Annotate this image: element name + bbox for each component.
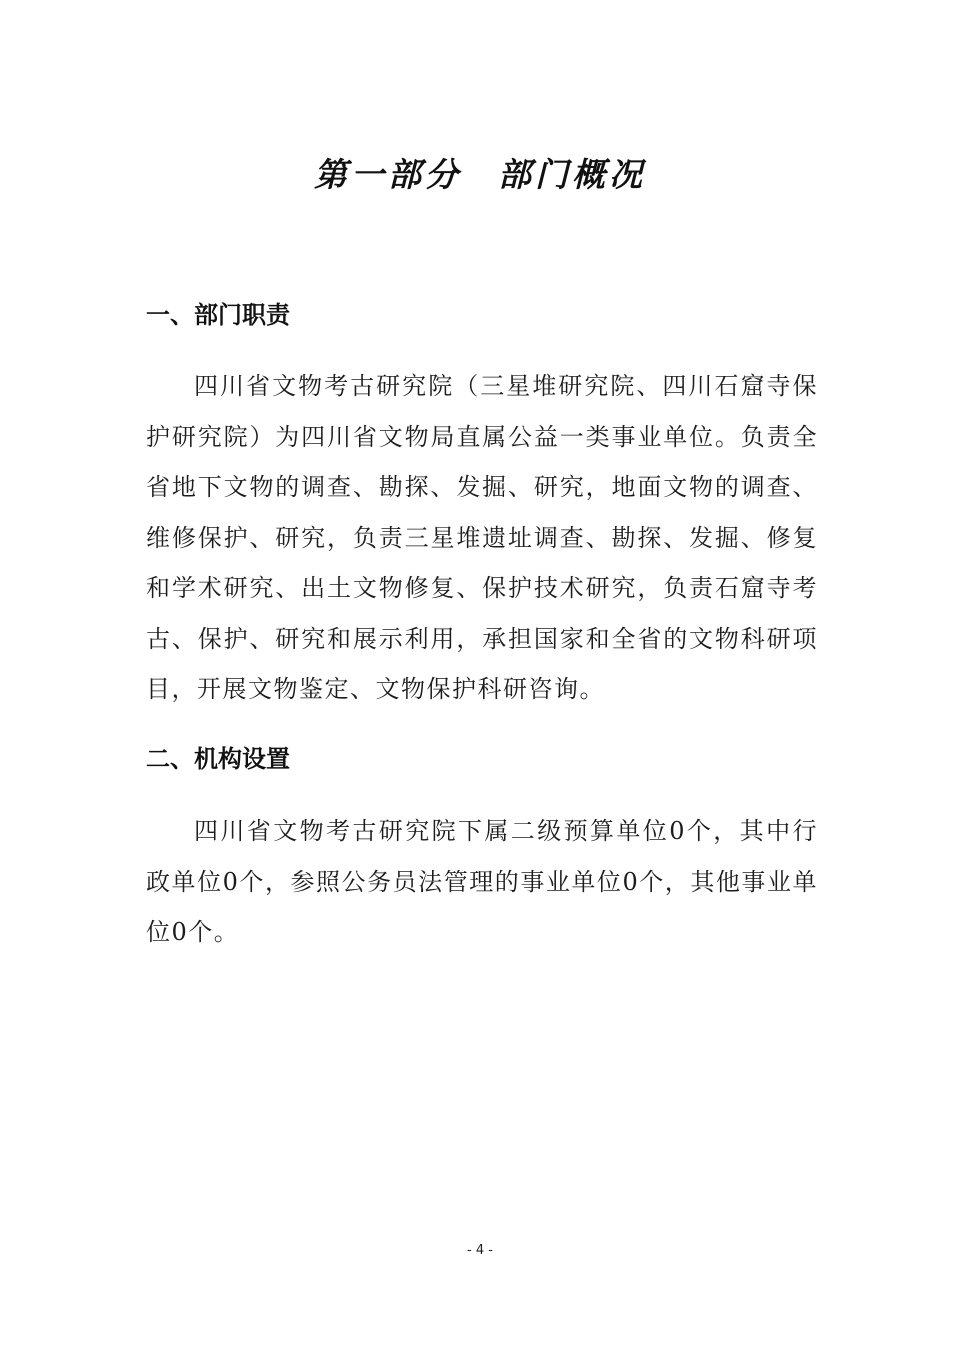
title-part-two: 部门概况 bbox=[498, 155, 646, 195]
page-title bbox=[0, 150, 960, 200]
section-heading-duties: 一、部门职责 bbox=[146, 301, 290, 329]
section-heading-structure: 二、机构设置 bbox=[146, 745, 290, 773]
section-paragraph-duties: 四川省文物考古研究院（三星堆研究院、四川石窟寺保护研究院）为四川省文物局直属公益一类事业单位。负责全省地下文物的调查、勘探、发掘、研究，地面文物的调查、维修保护、研究，负责三星堆遗址调查、勘探、发掘、修复和学术研究、出土文物修复、保护技术研究，负责石窟寺考古、保护、研究和展示利用，承担国家和全省的文物科研项目，开展文物鉴定、文物保护科研咨询。 bbox=[146, 372, 818, 703]
page-number: - 4 - bbox=[467, 1243, 493, 1258]
title-part-one: 第一部分 bbox=[314, 155, 462, 195]
section-paragraph-structure: 四川省文物考古研究院下属二级预算单位0个，其中行政单位0个，参照公务员法管理的事业单位0个，其他事业单位0个。 bbox=[146, 817, 818, 946]
